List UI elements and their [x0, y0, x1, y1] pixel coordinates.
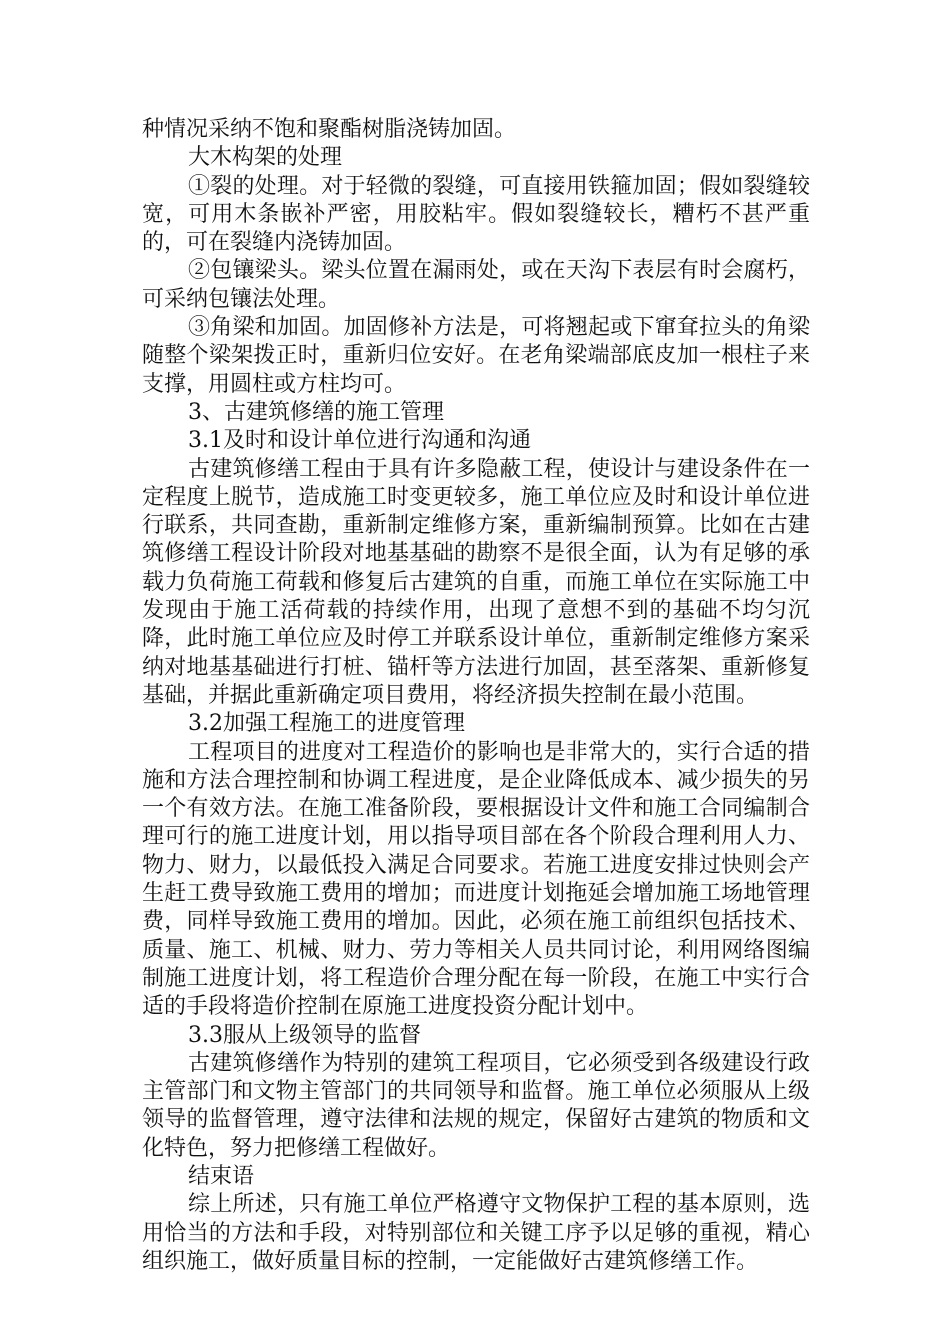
subheading-timber-frame: 大木构架的处理 — [188, 145, 343, 171]
section-heading-3-2: 3.2加强工程施工的进度管理 — [188, 711, 465, 737]
paragraph-3-3-body: 古建筑修缮作为特别的建筑工程项目，它必须受到各级建设行政主管部门和文物主管部门的共同领导和监督。施工单位必须服从上级领导的监督管理，遵守法律和法规的规定，保留好古建筑的物质和文化特色，努力把修缮工程做好。 — [142, 1050, 810, 1161]
conclusion-heading: 结束语 — [188, 1163, 255, 1189]
paragraph-beam-head: ②包镶梁头。梁头位置在漏雨处，或在天沟下表层有时会腐朽，可采纳包镶法处理。 — [142, 258, 810, 312]
paragraph-corner-beam: ③角梁和加固。加固修补方法是，可将翘起或下窜耷拉头的角梁随整个梁架拨正时，重新归位安好。在老角梁端部底皮加一根柱子来支撑，用圆柱或方柱均可。 — [142, 315, 810, 397]
section-heading-3: 3、古建筑修缮的施工管理 — [188, 399, 444, 425]
section-heading-3-1: 3.1及时和设计单位进行沟通和沟通 — [188, 428, 531, 454]
paragraph-3-1-body: 古建筑修缮工程由于具有许多隐蔽工程，使设计与建设条件在一定程度上脱节，造成施工时变更较多，施工单位应及时和设计单位进行联系，共同查勘，重新制定维修方案，重新编制预算。比如在古建筑修缮工程设计阶段对地基基础的勘察不是很全面，认为有足够的承载力负荷施工荷载和修复后古建筑的自重，而施工单位在实际施工中发现由于施工活荷载的持续作用，出现了意想不到的基础不均匀沉降，此时施工单位应及时停工并联系设计单位，重新制定维修方案采纳对地基基础进行打桩、锚杆等方法进行加固，甚至落架、重新修复基础，并据此重新确定项目费用，将经济损失控制在最小范围。 — [142, 456, 810, 708]
section-heading-3-3: 3.3服从上级领导的监督 — [188, 1022, 421, 1048]
conclusion-body: 综上所述，只有施工单位严格遵守文物保护工程的基本原则，选用恰当的方法和手段，对特别部位和关键工序予以足够的重视，精心组织施工，做好质量目标的控制，一定能做好古建筑修缮工作。 — [142, 1192, 810, 1274]
paragraph-crack-treatment: ①裂的处理。对于轻微的裂缝，可直接用铁箍加固；假如裂缝较宽，可用木条嵌补严密，用胶粘牢。假如裂缝较长，糟朽不甚严重的，可在裂缝内浇铸加固。 — [142, 173, 810, 256]
paragraph-3-2-body: 工程项目的进度对工程造价的影响也是非常大的，实行合适的措施和方法合理控制和协调工程进度，是企业降低成本、减少损失的另一个有效方法。在施工准备阶段，要根据设计文件和施工合同编制合理可行的施工进度计划，用以指导项目部在各个阶段合理利用人力、物力、财力，以最低投入满足合同要求。若施工进度安排过快则会产生赶工费导致施工费用的增加；而进度计划拖延会增加施工场地管理费，同样导致施工费用的增加。因此，必须在施工前组织包括技术、质量、施工、机械、财力、劳力等相关人员共同讨论，利用网络图编制施工进度计划，将工程造价合理分配在每一阶段，在施工中实行合适的手段将造价控制在原施工进度投资分配计划中。 — [142, 739, 810, 1020]
document-page — [142, 116, 810, 1276]
paragraph-continuation: 种情况采纳不饱和聚酯树脂浇铸加固。 — [142, 117, 517, 142]
